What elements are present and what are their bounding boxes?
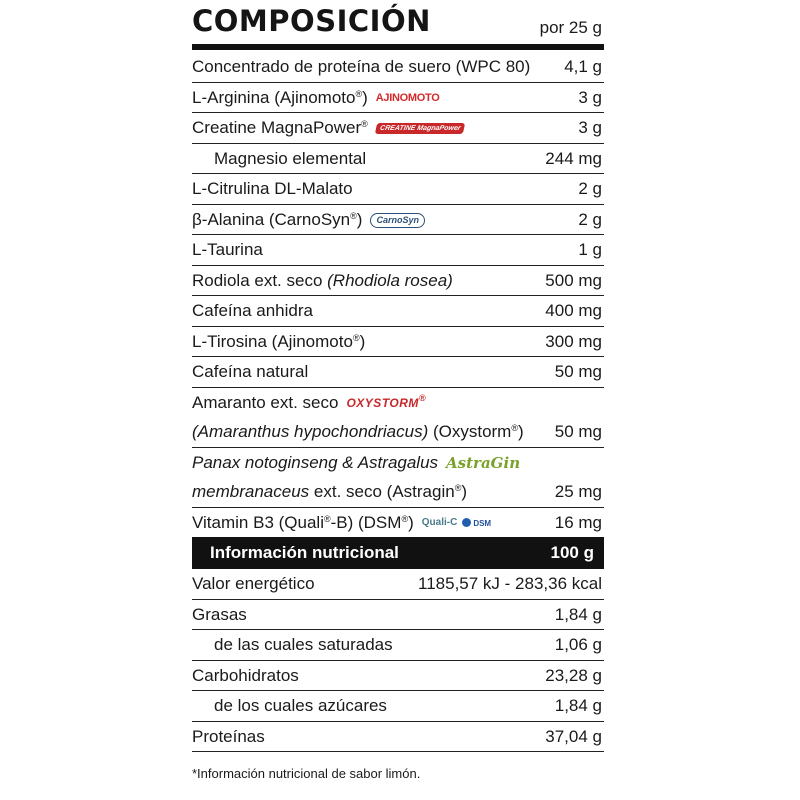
nutrient-name: de las cuales saturadas: [214, 635, 393, 654]
ingredient-name: β-Alanina (CarnoSyn®) CarnoSyn: [192, 205, 425, 235]
ingredient-amount: 2 g: [578, 209, 602, 229]
nutrition-row: [192, 661, 604, 692]
nutrient-value: 1,84 g: [554, 696, 602, 715]
ingredient-row-panax-line1: [192, 448, 604, 478]
nutrition-header-bar: [192, 537, 604, 569]
nutrient-name: de los cuales azúcares: [214, 696, 387, 715]
ingredient-row: [192, 83, 604, 114]
ingredient-name-cont: membranaceus ext. seco (Astragin®): [192, 482, 467, 501]
nutrient-name: Proteínas: [192, 726, 265, 746]
ingredient-row: [192, 266, 604, 297]
ingredient-row: [192, 296, 604, 327]
ingredient-amount: 3 g: [578, 87, 602, 107]
ingredient-row: [192, 357, 604, 388]
nutrient-value: 1,06 g: [554, 635, 602, 654]
ingredient-name: Vitamin B3 (Quali®-B) (DSM®) Quali-C DSM: [192, 512, 492, 532]
ingredient-name: L-Taurina: [192, 240, 263, 259]
nutrient-name: Valor energético: [192, 574, 315, 593]
ajinomoto-logo: AJINOMOTO: [375, 91, 440, 104]
ingredient-name: Concentrado de proteína de suero (WPC 80): [192, 57, 531, 76]
nutrition-header-label: Información nutricional: [210, 543, 399, 562]
panel-header: [192, 0, 604, 44]
ingredient-name: Rodiola ext. seco (Rhodiola rosea): [192, 270, 453, 290]
ingredient-amount: 244 mg: [545, 148, 602, 168]
ingredient-amount: 1 g: [578, 240, 602, 259]
dsm-logo: DSM: [462, 518, 491, 528]
nutrient-name: Carbohidratos: [192, 665, 299, 685]
ingredient-row-panax-line2: [192, 477, 604, 508]
ingredient-name: Cafeína anhidra: [192, 301, 313, 320]
ingredient-name: Magnesio elemental: [214, 148, 367, 168]
ingredient-name: Cafeína natural: [192, 362, 309, 381]
ingredient-amount: 4,1 g: [564, 57, 602, 76]
ingredient-row: [192, 113, 604, 144]
nutrition-header-value: 100 g: [550, 543, 594, 562]
ingredient-name-cont: (Amaranthus hypochondriacus) (Oxystorm®): [192, 422, 524, 441]
ingredient-row: [192, 144, 604, 175]
panel-title: COMPOSICIÓN: [192, 4, 431, 38]
nutrient-value: 23,28 g: [545, 665, 602, 685]
nutrition-row: [192, 722, 604, 753]
oxystorm-logo: OXYSTORM®: [346, 393, 427, 411]
ingredient-name: Creatine MagnaPower® CREATINE MagnaPower: [192, 113, 464, 143]
carnosyn-logo: CarnoSyn: [370, 213, 425, 228]
ingredient-row: [192, 52, 604, 83]
ingredient-name: Panax notoginseng & Astragalus AstraGin: [192, 452, 521, 472]
footnote: *Información nutricional de sabor limón.: [192, 766, 421, 781]
creatine-magnapower-logo: CREATINE MagnaPower: [375, 123, 466, 134]
nutrition-row: [192, 600, 604, 631]
ingredient-row-amaranto-line1: [192, 388, 604, 418]
serving-size: por 25 g: [539, 18, 602, 37]
ingredient-row: [192, 205, 604, 236]
ingredient-amount: 2 g: [578, 179, 602, 198]
ingredient-amount: 50 mg: [554, 362, 602, 381]
dsm-icon: [462, 518, 471, 527]
nutrient-value: 1,84 g: [554, 604, 602, 624]
ingredient-amount: 50 mg: [554, 422, 602, 441]
nutrient-name: Grasas: [192, 604, 247, 624]
nutrition-row: [192, 691, 604, 722]
ingredient-row: [192, 327, 604, 358]
ingredient-row-vitamin: [192, 508, 604, 538]
ingredient-name: L-Tirosina (Ajinomoto®): [192, 331, 366, 351]
ingredient-row: [192, 174, 604, 205]
ingredient-name: L-Citrulina DL-Malato: [192, 179, 353, 198]
ingredient-name: L-Arginina (Ajinomoto®) AJINOMOTO: [192, 87, 440, 107]
ingredient-name: Amaranto ext. seco OXYSTORM®: [192, 392, 427, 412]
ingredient-amount: 300 mg: [545, 331, 602, 351]
ingredient-amount: 3 g: [578, 118, 602, 137]
ingredient-row-amaranto-line2: [192, 417, 604, 448]
astragin-logo: AstraGin: [446, 453, 521, 472]
composition-panel: [192, 0, 604, 781]
quali-c-logo: Quali-C: [421, 517, 458, 529]
ingredient-amount: 400 mg: [545, 301, 602, 320]
ingredient-amount: 25 mg: [554, 482, 602, 501]
nutrient-value: 1185,57 kJ - 283,36 kcal: [418, 574, 602, 593]
nutrition-row: [192, 569, 604, 600]
ingredient-row: [192, 235, 604, 266]
nutrition-row: [192, 630, 604, 661]
header-rule: [192, 44, 604, 50]
ingredient-amount: 500 mg: [545, 270, 602, 290]
ingredient-amount: 16 mg: [554, 512, 602, 532]
nutrient-value: 37,04 g: [545, 726, 602, 746]
